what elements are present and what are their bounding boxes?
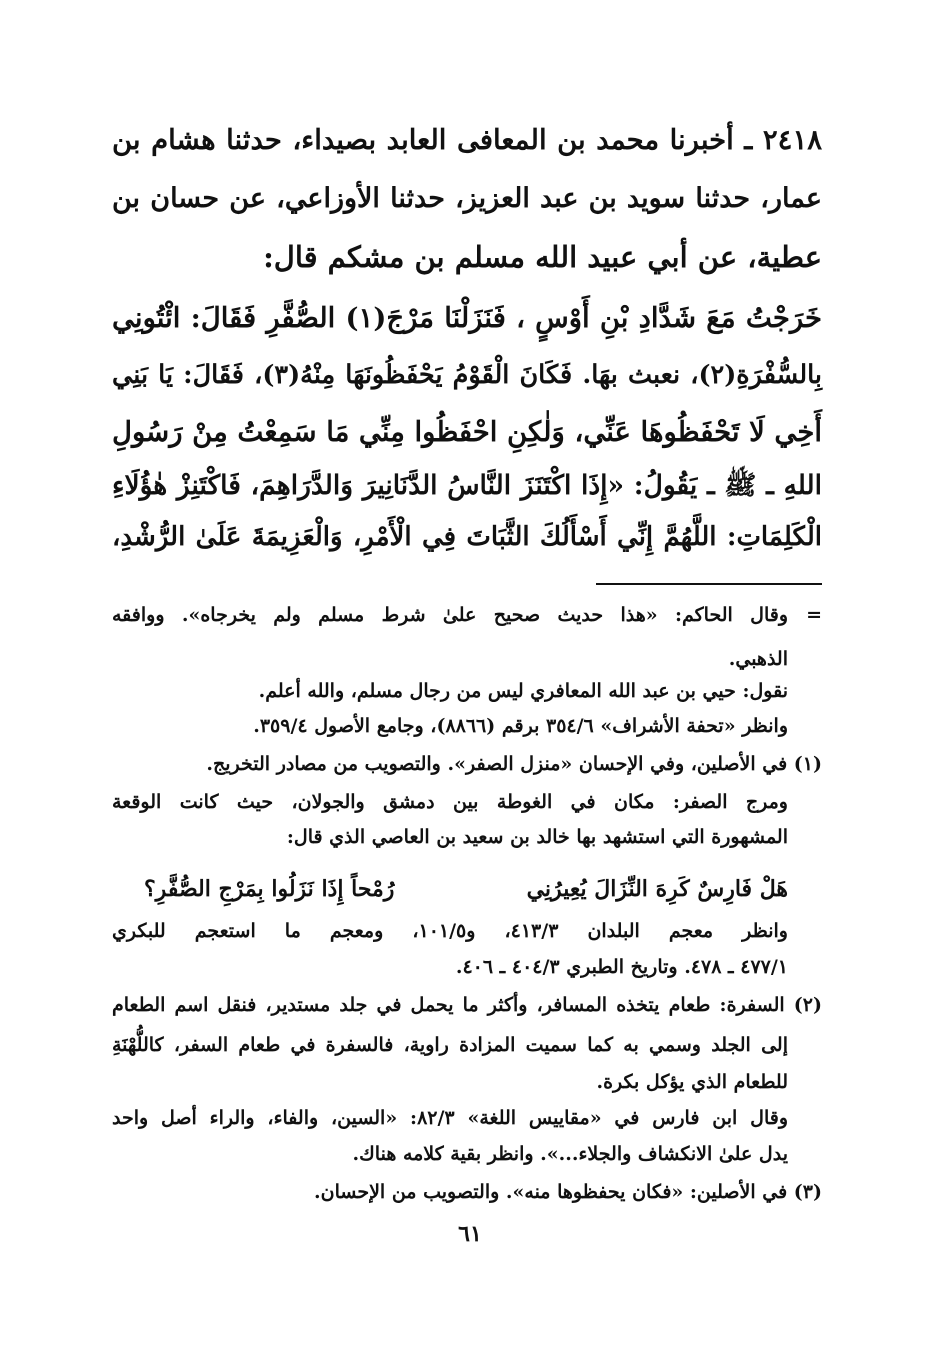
footnote-line: وانظر «تحفة الأشراف» ٣٥٤/٦ برقم (٨٨٦٦)، وجامع الأصول ٣٥٩/٤. bbox=[253, 715, 788, 737]
verse-first-hemistich: هَلْ فَارِسٌ كَرِهَ النِّزَالَ يُعِيرُنِي bbox=[526, 876, 788, 902]
footnote-line: وقال الحاكم: «هذا حديث صحيح علىٰ شرط مسلم ولم يخرجاه». ووافقه bbox=[112, 604, 788, 626]
continuation-marker: = bbox=[806, 604, 822, 626]
matn-line-4: اللهِ ـ ﷺ ـ يَقُولُ: «إِذَا اكْتَنَزَ النَّاسُ الدَّنَانِيرَ وَالدَّرَاهِمَ، فَاكْتَنِزْ هٰؤُلَاءِ bbox=[112, 470, 822, 501]
footnote-line: للطعام الذي يؤكل بكرة. bbox=[596, 1071, 788, 1093]
footnote-3: (٣) في الأصلين: «فكان يحفظوها منه». والتصويب من الإحسان. bbox=[314, 1181, 822, 1203]
page-number: ٦١ bbox=[458, 1221, 482, 1247]
footnote-line: وقال ابن فارس في «مقاييس اللغة» ٨٢/٣: «السين، والفاء، والراء أصل واحد bbox=[112, 1107, 788, 1129]
footnote-line: وانظر معجم البلدان ٤١٣/٣، و١٠١/٥، ومعجم ما استعجم للبكري bbox=[112, 920, 788, 942]
isnad-line-1: ٢٤١٨ ـ أخبرنا محمد بن المعافى العابد بصيداء، حدثنا هشام بن bbox=[112, 124, 822, 156]
footnote-line: نقول: حيي بن عبد الله المعافري ليس من رجال مسلم، والله أعلم. bbox=[258, 680, 788, 702]
matn-line-2: بِالسُّفْرَةِ(٢)، نعبث بهَا. فَكَانَ الْقَوْمُ يَحْفَظُونَهَا مِنْهُ(٣)، فَقَالَ: يَا بَنِي bbox=[112, 360, 823, 390]
isnad-line-3: عطية، عن أبي عبيد الله مسلم بن مشكم قال: bbox=[263, 240, 822, 274]
matn-line-5: الْكَلِمَاتِ: اللَّهُمَّ إِنِّي أَسْأَلُكَ الثَّبَاتَ فِي الْأَمْرِ، وَالْعَزِيمَةَ عَلَىٰ الرُّشْدِ، bbox=[112, 522, 822, 552]
footnote-2: (٢) السفرة: طعام يتخذه المسافر، وأكثر ما يحمل في جلد مستدير، فنقل اسم الطعام bbox=[112, 994, 822, 1016]
footnote-divider bbox=[596, 583, 822, 585]
footnote-line: إلى الجلد وسمي به كما سميت المزادة راوية، فالسفرة في طعام السفر، كاللُّهْنَةِ bbox=[112, 1034, 788, 1056]
matn-line-3: أَخِي لَا تَحْفَظُوهَا عَنِّي، وَلٰكِنِ احْفَظُوا مِنِّي مَا سَمِعْتُ مِنْ رَسُولِ bbox=[112, 416, 822, 448]
footnote-line: ومرج الصفر: مكان في الغوطة بين دمشق والجولان، حيث كانت الوقعة bbox=[112, 791, 788, 813]
footnote-line: المشهورة التي استشهد بها خالد بن سعيد بن العاصي الذي قال: bbox=[286, 826, 788, 848]
footnote-line: الذهبي. bbox=[728, 648, 788, 670]
footnote-line: ٤٧٧/١ ـ ٤٧٨. وتاريخ الطبري ٤٠٤/٣ ـ ٤٠٦. bbox=[455, 956, 788, 978]
verse-second-hemistich: رُمْحاً إِذَا نَزَلُوا بِمَرْجِ الصُّفَّرِ؟ bbox=[144, 876, 395, 902]
footnote-1: (١) في الأصلين، وفي الإحسان «منزل الصفر». والتصويب من مصادر التخريج. bbox=[206, 753, 822, 775]
matn-line-1: خَرَجْتُ مَعَ شَدَّادِ بْنِ أَوْسٍ ، فَنَزَلْنَا مَرْجَ(١) الصُّفَّرِ فَقَالَ: ائْتُونِي bbox=[112, 302, 822, 334]
footnote-line: يدل علىٰ الانكشاف والجلاء...». وانظر بقية كلامه هناك. bbox=[352, 1143, 788, 1165]
isnad-line-2: عمار، حدثنا سويد بن عبد العزيز، حدثنا الأوزاعي، عن حسان بن bbox=[112, 183, 822, 214]
